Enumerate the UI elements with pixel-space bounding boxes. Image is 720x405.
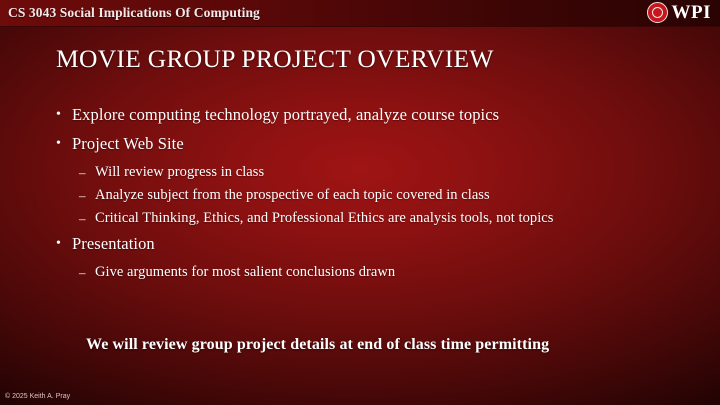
list-item-label: Explore computing technology portrayed, analyze course topics <box>72 105 500 124</box>
sub-list-item <box>79 208 686 229</box>
slide-header <box>0 0 720 27</box>
list-item <box>56 233 686 255</box>
slide-body <box>56 104 686 287</box>
sub-list-item-label: Critical Thinking, Ethics, and Professional Ethics are analysis tools, not topics <box>95 210 554 226</box>
page-title: MOVIE GROUP PROJECT OVERVIEW <box>56 44 494 73</box>
bullet-icon: • <box>56 136 61 151</box>
wpi-logo <box>647 2 712 23</box>
sub-list-item-label: Analyze subject from the prospective of each topic covered in class <box>95 187 490 203</box>
bullet-group <box>56 233 686 283</box>
list-item-label: Project Web Site <box>72 134 184 153</box>
dash-bullet-icon: – <box>79 188 86 203</box>
dash-bullet-icon: – <box>79 265 86 280</box>
bullet-icon: • <box>56 236 61 251</box>
bullet-group <box>56 104 686 126</box>
sub-list-item-label: Give arguments for most salient conclusions drawn <box>95 264 396 280</box>
wpi-seal-icon <box>647 2 668 23</box>
sub-list-item <box>79 262 686 283</box>
list-item-label: Presentation <box>72 234 155 253</box>
bullet-group <box>56 133 686 229</box>
dash-bullet-icon: – <box>79 165 86 180</box>
list-item <box>56 104 686 126</box>
dash-bullet-icon: – <box>79 211 86 226</box>
list-item <box>56 133 686 155</box>
closing-note: We will review group project details at end of class time permitting <box>86 336 550 353</box>
sub-list-item-label: Will review progress in class <box>95 164 265 180</box>
sub-list-item <box>79 162 686 183</box>
bullet-icon: • <box>56 107 61 122</box>
course-title: CS 3043 Social Implications Of Computing <box>8 5 260 20</box>
copyright-footer: © 2025 Keith A. Pray <box>5 393 71 400</box>
wpi-logo-text: WPI <box>671 2 711 23</box>
sub-list-item <box>79 185 686 206</box>
